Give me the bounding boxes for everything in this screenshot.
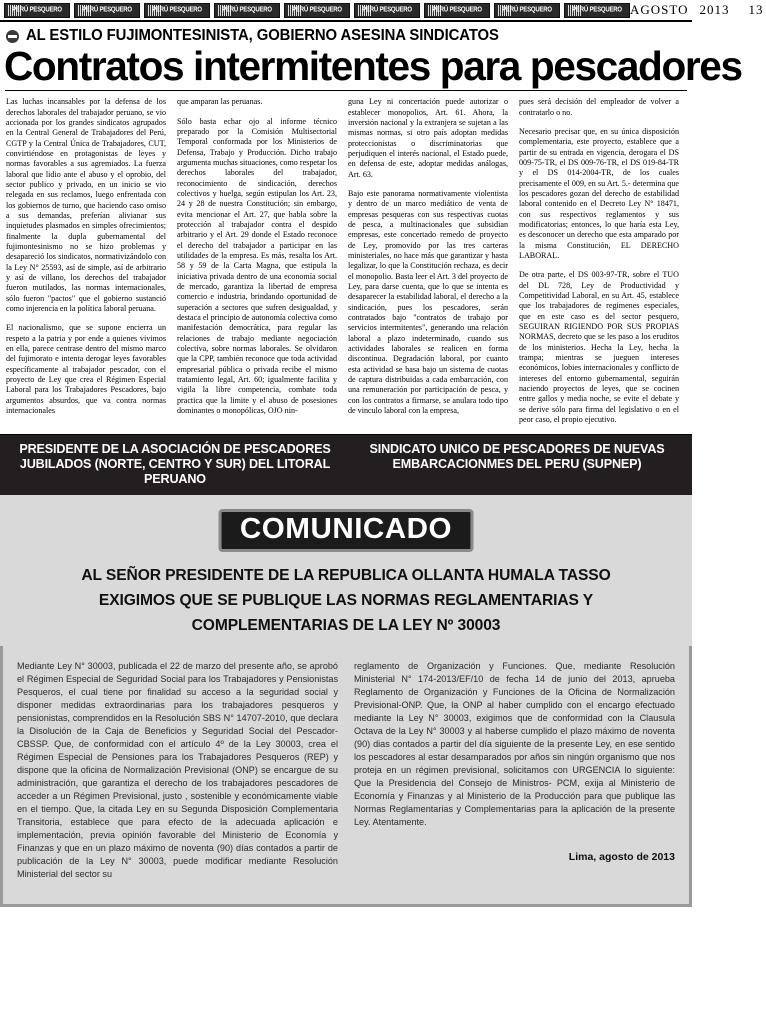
- masthead-logo-icon: [284, 3, 350, 18]
- comunicado-title-line-2: EXIGIMOS QUE SE PUBLIQUE LAS NORMAS REGLAMENTARIAS Y: [98, 592, 594, 610]
- masthead: [0, 0, 764, 22]
- masthead-logo-icon: [74, 3, 140, 18]
- masthead-logo-icon: [4, 3, 70, 18]
- masthead-logo-icon: [494, 3, 560, 18]
- comunicado-title-line-3: COMPLEMENTARIAS DE LA LEY Nº 30003: [191, 617, 501, 635]
- article-paragraph: Necesario precisar que, en su única disposición complementaria, este proyecto, establece que a partir de su entrada en vigencia, derogara el DS 009-75-TR, el DS 009-76-TR, el DS 019-84-TR y el DS 014-2004-TR, de los cuales precisamente el 009, en su Art. 5.- determina que los pescadores gozan del derecho de estabilidad laboral contenido en el Decreto Ley N° 18471, con sus respectivos reglamentos y sus modificatorias; entonces, lo que haría esta Ley, es desconocer un derecho que esta amparado por la misma Constitución, EL DERECHO LABORAL.: [519, 126, 679, 260]
- article-paragraph: Sólo basta echar ojo al informe técnico preparado por la Comisión Multisectorial Temporal conformada por los Ministerios de Defensa, Trabajo y Producción. Dicho trabajo argumenta muchas situaciones, como respetar los derechos laborales del trabajador, reconocimiento de sindicación, derechos colectivos y huelga, según estipulan los Art. 23, 24 y 28 de nuestra Constitución; sin embargo, evita mencionar el Art. 27, que habla sobre la protección al trabajador contra el despido arbitrario y el Art. 29 donde el Estado reconoce el derecho del trabajador a participar en las utilidades de la empresa. Es más, resalta los Art. 58 y 59 de la Carta Magna, que estipula la iniciativa privada dentro de una economía social de mercado, garantiza la libertad de empresa comercio e industria, brindando oportunidad de superación a sectores que sufren desigualdad, y destaca el principio de autonomía colectiva como manifestación democrática, para regular las relaciones de trabajo mediante negociación colectiva, sobre normas laborales. Se olvidaron que la CPP, también reconoce que toda actividad empresarial pública o privada recibe el mismo tratamiento legal, Art. 60; igualmente facilita y vigila la libre competencia, combate toda practica que la limite y el abuso de posesiones dominantes o monopólicas, OJO nin-: [177, 116, 338, 416]
- masthead-logo-text: PERÚ PESQUERO: [572, 6, 622, 14]
- comunicado-badge-wrap: [0, 509, 692, 552]
- comunicado-bottom-border: [0, 881, 692, 907]
- page-title: Contratos intermitentes para pescadores: [3, 43, 742, 89]
- article-column: [519, 97, 679, 425]
- page-number: 13: [748, 2, 764, 17]
- article-paragraph: Las luchas incansables por la defensa de los derechos laborales del trabajador peruano, se vio accionada por los grandes sindicatos agrupados en la Central General de Trabajadores del Perú, CGTP y la Central Única de Trabajadores, CUT, convirtiéndose en protagonistas de leyes y normas favorables a sus agremiados. La fuerza laboral que lidio ante el abuso y el oprobio, del sector publico y privado, en un inicio se vio relegada en sus reclamos, luego enfrentada con los gobiernos de turno, que haciendo caso omiso a sus demandas, preferían alivianar sus inquietudes plasmados en simples ofrecimientos; finalmente la dupla gubernamental del fujimontesinismo no se hizo problemas y desapareció los sindicatos, normativizándolo con la Ley N° 25593, así de simple, así de arbitrario y así de villano, los derechos del trabajador fueron mutilados, las normas internacionales, sólo fueron "pactos" que el gobierno sustanció como injerencia en la política laboral peruana.: [6, 97, 166, 314]
- logo-strip: [4, 3, 630, 18]
- banner-left-organization: PRESIDENTE DE LA ASOCIACIÓN DE PESCADORES JUBILADOS (NORTE, CENTRO Y SUR) DEL LITORAL PERUANO: [19, 442, 331, 487]
- masthead-logo-icon: [144, 3, 210, 18]
- masthead-logo-text: PERÚ PESQUERO: [12, 6, 62, 14]
- article-paragraph: guna Ley ni concertación puede autorizar o establecer monopolios, Art. 61. Ahora, la inversión nacional y la extranjera se sujetan a las mismas normas, si otro país adoptan medidas proteccionistas o discriminatorias que perjudiquen el interés nacional, el Estado puede, en defensa de este, adoptar medidas análogas, Art. 63.: [348, 97, 508, 179]
- article-paragraph: El nacionalismo, que se supone encierra un respeto a la patria y por ende a quienes vivimos en ella, parece centrase dentro del mismo marco del fujimorato e intenta derogar leyes favorables específicamente al trabajador pescador, con el proyecto de Ley que crea el Régimen Especial Laboral para los Trabajadores Pescadores, bajo argumentos absurdos, que va contra normas internacionales: [6, 323, 166, 416]
- masthead-logo-icon: [564, 3, 630, 18]
- masthead-year: 2013: [699, 2, 730, 17]
- comunicado-badge: COMUNICADO: [219, 509, 474, 552]
- comunicado-left-text: Mediante Ley N° 30003, publicada el 22 de marzo del presente año, se aprobó el Régimen Especial de Seguridad Social para los Trabajadores y Pensionistas Pesqueros, el cual tiene por finalidad su acceso a la seguridad social y disponer medidas extraordinarias para los trabajadores pesqueros y pensionistas, comprendidos en la Resolución SBS N° 14707-2010, que declara la Disolución de la Caja de Beneficios y Seguridad Social del Pescador-CBSSP. Que, de conformidad con el artículo 4º de la Ley 30003, crea el Régimen Especial de Pensiones para los Trabajadores Pesqueros (REP) y dispone que la oficina de Normalización Previsional (ONP) se encargue de su administración, que garantiza el derecho de los trabajadores pescadores de acceder a un Régimen Previsional, justo , sostenible y económicamente viable en el tiempo. Que, la citada Ley en su Segunda Disposición Complementaria Transitoria, establece que para efecto de la adecuada aplicación e implementación, previa opinión favorable del Ministerio de Economía y Finanzas y que en un plazo máximo de noventa (90) días contados a partir de publicación de la Ley N° 30003, puede modificar mediante Resolución Ministerial del sector su: [17, 661, 338, 880]
- masthead-logo-icon: [354, 3, 420, 18]
- masthead-logo-text: PERÚ PESQUERO: [362, 6, 412, 14]
- article-paragraph: Bajo este panorama normativamente violentista y dentro de un marco mediático de venta de empresas pesqueras con sus respectivas cuotas de pesca, a multinacionales que subsidian empresas, este concertado remedo de proyecto de Ley, promovido por las tres carteras ministeriales, no hace más que garantizar y hasta legalizar, lo que la Constitución rechaza, es decir el monopolio. Basta leer el Art. 3 del proyecto de Ley, para darse cuenta, que lo que se intenta es desaparecer la estabilidad laboral, el derecho a la sindicación, pues los pescadores, serán contratados bajo "contratos de trabajo por servicios intermitentes", generando una relación laboral a plazo indeterminado, cuando sus actividades laborales se realicen en forma discontinua. Degradación laboral, por cuanto esta actividad se basa bajo un sistema de cuotas de captura distribuidas a cada embarcación, con una remuneración por participación de pesca, y con los contratos a firmarse, se anulara todo tipo de vinculo laboral con la empresa,: [348, 188, 508, 416]
- comunicado-signature: Lima, agosto de 2013: [568, 851, 675, 864]
- article-column: [348, 97, 508, 425]
- banner-right-organization: SINDICATO UNICO DE PESCADORES DE NUEVAS EMBARCACIONMES DEL PERU (SUPNEP): [369, 442, 665, 472]
- comunicado-title: [0, 552, 692, 638]
- article-kicker: AL ESTILO FUJIMONTESINISTA, GOBIERNO ASESINA SINDICATOS: [26, 27, 499, 44]
- masthead-logo-icon: [424, 3, 490, 18]
- article-columns: [0, 91, 692, 425]
- circle-arrow-icon: [6, 30, 19, 43]
- comunicado-right-text: reglamento de Organización y Funciones. Que, mediante Resolución Ministerial N° 174-2013/EF/10 de fecha 14 de junio del 2013, aprueba Reglamento de Organización y Funciones de la Oficina de Normalización Previsional-ONP. Que, la ONP al haber cumplido con el encargo efectuado mediante la Ley N° 30003, exigimos que de conformidad con la Clausula Octava de la Ley N° 30003 y al haberse cumplido el plazo máximo de noventa (90) dias contados a partir del día siguiente de la presente Ley, en ese sentido los pescadores al estar desamparados por años sin ningún organismo que nos proteja en un régimen previsional, solicitamos con URGENCIA lo siguiente: Que la Presidencia del Consejo de Ministros- PCM, exija al Ministerio de Economía y Finanzas y al Ministerio de la Producción para que publique las Normas Reglamentarias y Complementarias para la aplicación de la presente Ley. Atentamente.: [354, 661, 675, 828]
- masthead-month: AGOSTO: [630, 2, 689, 17]
- kicker-row: [0, 22, 692, 45]
- masthead-logo-text: PERÚ PESQUERO: [82, 6, 132, 14]
- article-column: [177, 97, 337, 425]
- signatories-banner: [0, 434, 692, 495]
- article-paragraph: De otra parte, el DS 003-97-TR, sobre el TUO del DL 728, Ley de Productividad y Competitividad Laboral, en su Art. 45, establece que los trabajadores de regimenes especiales, que en este caso es del sector pesquero, SEGUIRAN RIGIENDO POR SUS PROPIAS NORMAS, decreto que se les paso a los eruditos de los ministerios. Hecha la Ley, hecha la trampa; mientras se jueguen intereses económicos, lobies internacionales y conflicto de intereses del entorno gubernamental, seguirán naciendo proyectos de leyes, que se cocinen entre gallos y media noche, se evite el debate y se derive sólo para firma del legislativo o en el peor caso, el propio ejecutivo.: [519, 270, 679, 425]
- masthead-logo-text: PERÚ PESQUERO: [502, 6, 552, 14]
- comunicado-body: [0, 646, 692, 881]
- masthead-logo-text: PERÚ PESQUERO: [292, 6, 342, 14]
- comunicado-right-column: [354, 660, 675, 881]
- comunicado-header: [0, 495, 692, 646]
- masthead-date: [630, 2, 766, 18]
- page-footer-space: [0, 907, 692, 913]
- masthead-logo-text: PERÚ PESQUERO: [222, 6, 272, 14]
- article-column: [6, 97, 166, 425]
- comunicado-left-column: [17, 660, 338, 881]
- comunicado-title-line-1: AL SEÑOR PRESIDENTE DE LA REPUBLICA OLLANTA HUMALA TASSO: [81, 567, 611, 585]
- article-paragraph: pues será decisión del empleador de volver a contratarlo o no.: [519, 97, 679, 117]
- article-paragraph: que amparan las peruanas.: [177, 97, 263, 107]
- masthead-logo-text: PERÚ PESQUERO: [152, 6, 202, 14]
- masthead-logo-icon: [214, 3, 280, 18]
- masthead-logo-text: PERÚ PESQUERO: [432, 6, 482, 14]
